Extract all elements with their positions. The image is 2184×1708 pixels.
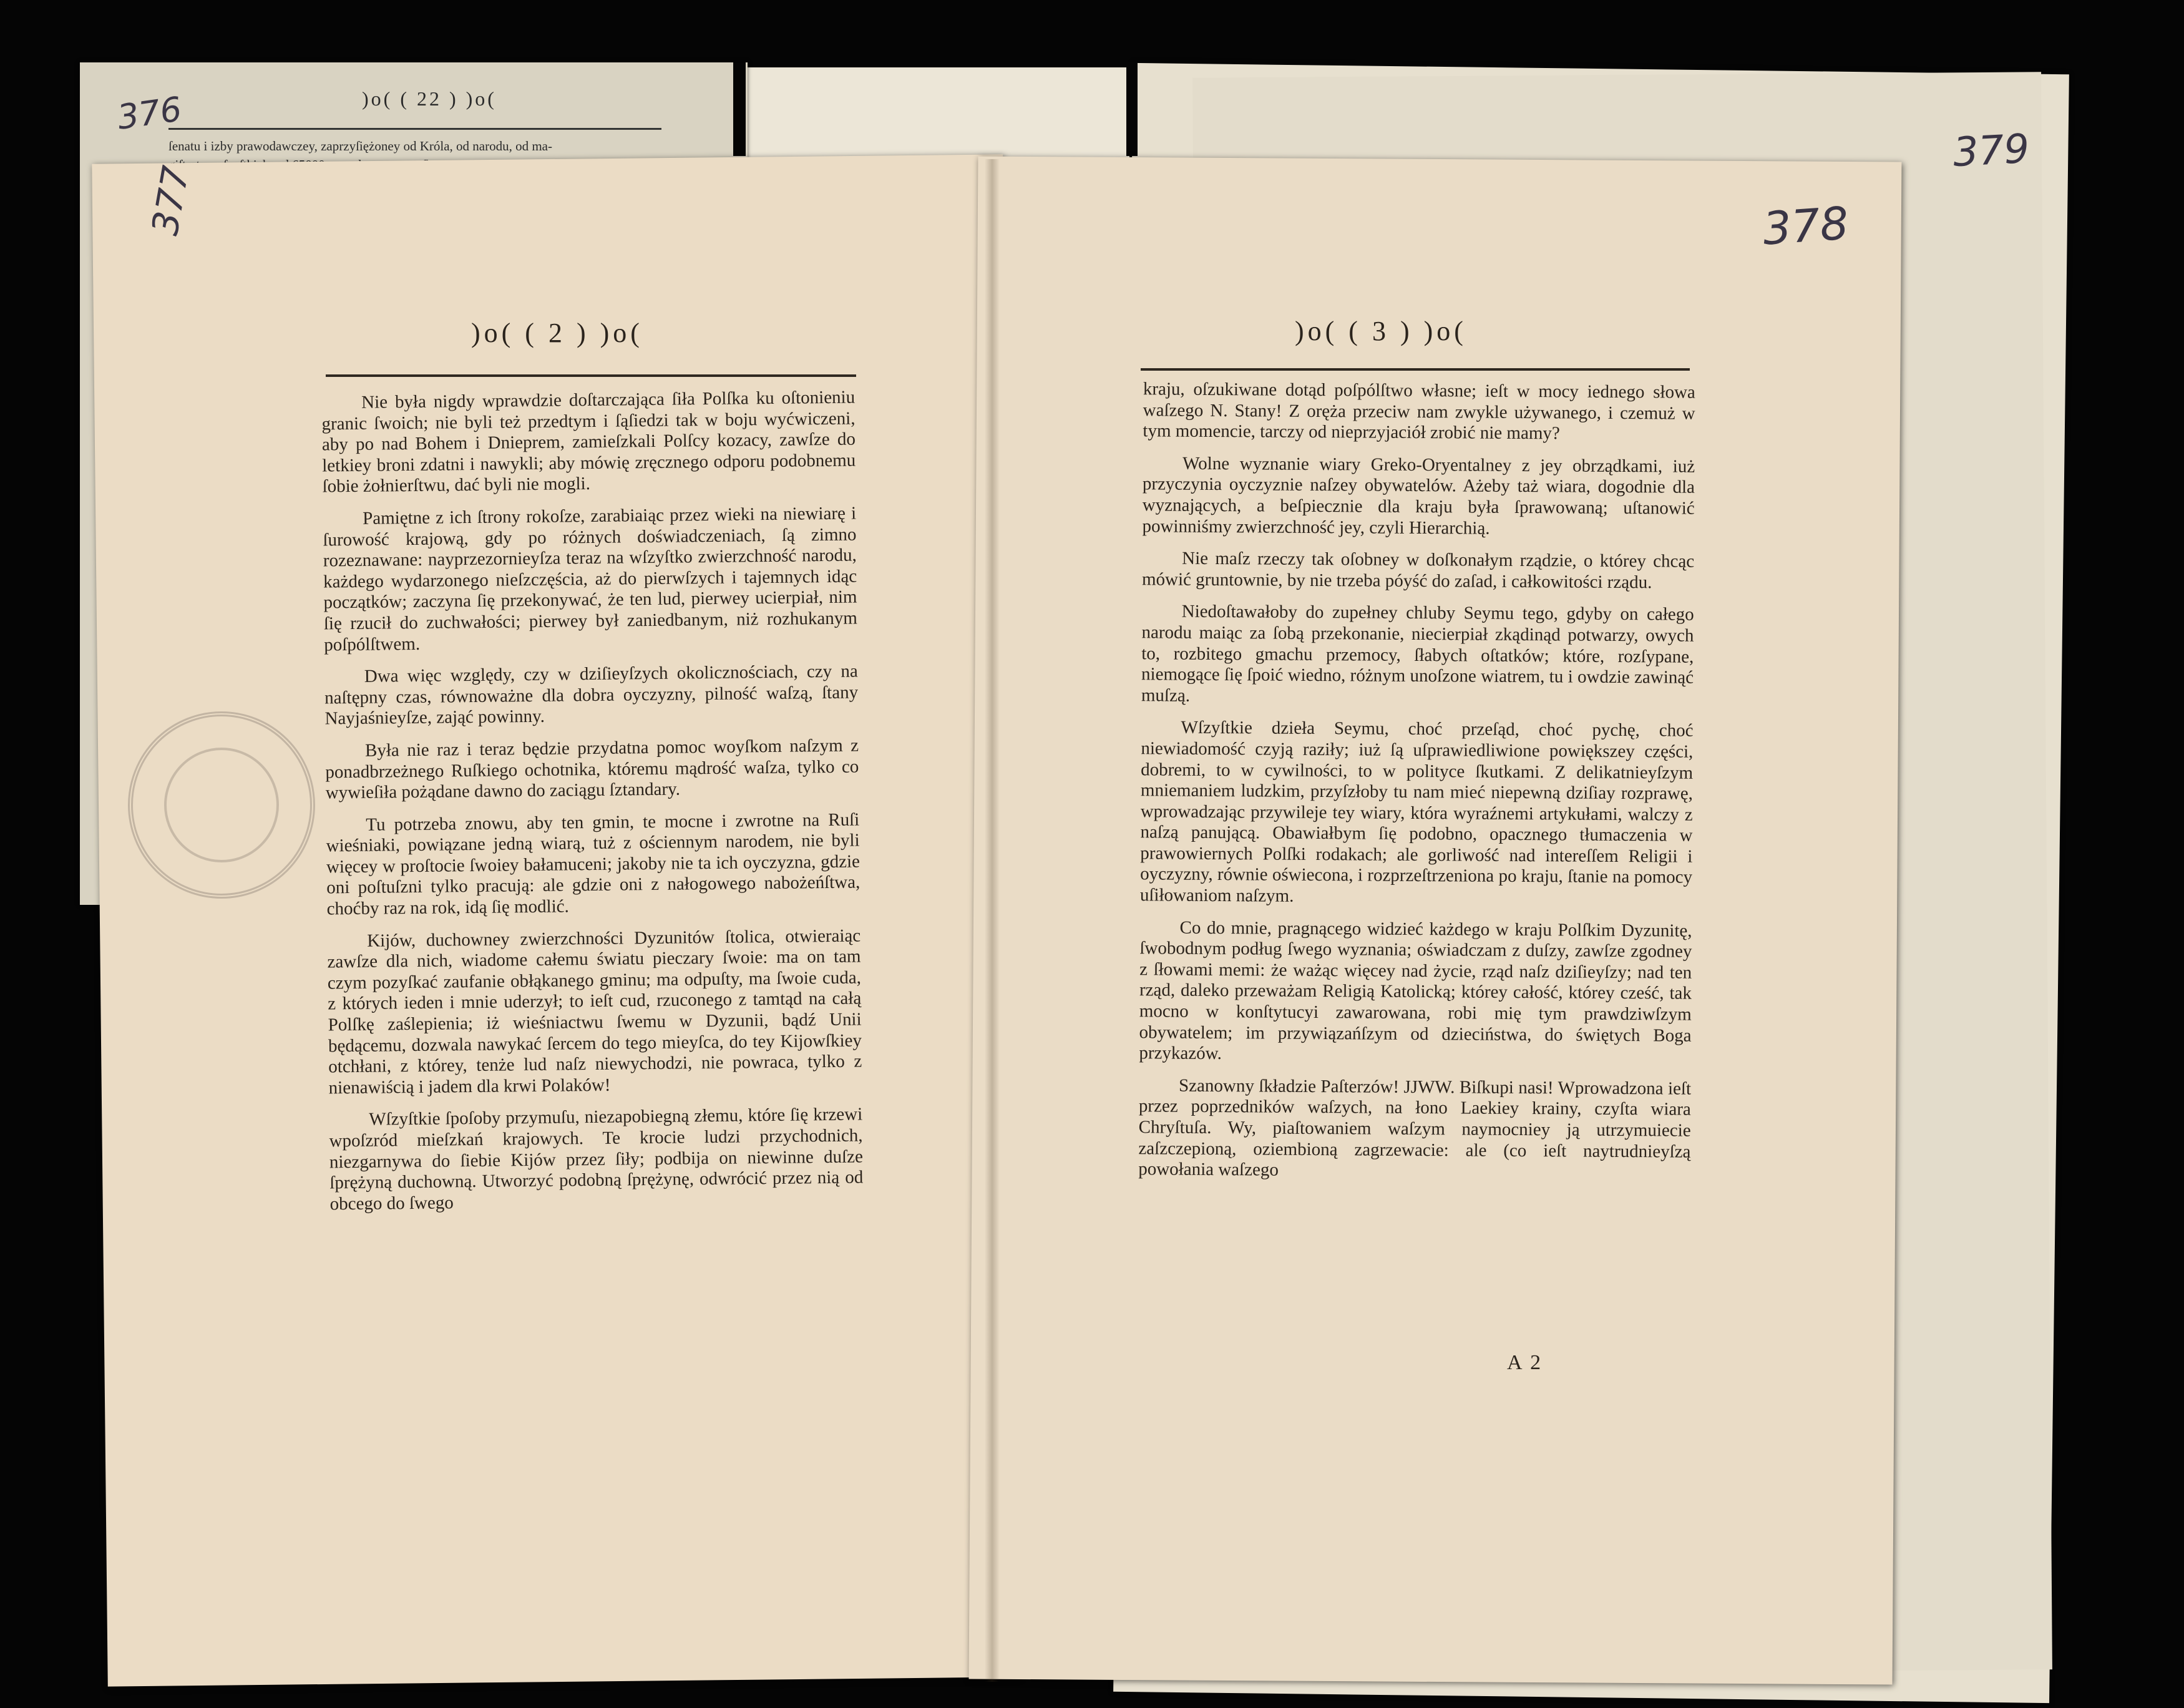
paragraph: Nie maſz rzeczy tak oſobney w doſkonałym rządzie, o którey chcąc mówić gruntownie, by nie trzeba póyść do zaſad, i całkowitości rządu. [1141, 548, 1695, 593]
library-stamp-icon [128, 711, 315, 899]
signature-mark: A 2 [1507, 1351, 1543, 1374]
paragraph: Dwa więc względy, czy w dziſieyſzych okolicznościach, czy na naſtępny czas, równoważne dla dobra oyczyzny, pilność waſzą, ſtany Nayjaśnieyſze, zająć powinny. [324, 661, 859, 729]
sheet-gap [733, 62, 746, 156]
right-page-text [1138, 379, 1695, 1194]
paragraph: Pamiętne z ich ſtrony rokoſze, zarabiaiąc przez wieki na niewiarę i ſurowość krajową, gdy po różnych doświadczeniach, ſą zimno rozeznawane: nayprzezornieyſza teraz na wſzyſtko zwierzchność narodu, każdego wydarzonego nieſzczęścia, aż do pierwſzych i tajemnych idąc początków; zaczyna ſię przekonywać, że ten lud, pierwey ucierpiał, nim ſię rzucił do zuchwałości; pierwey był zaniedbanym, niż rozhukanym poſpólſtwem. [323, 503, 858, 655]
paragraph: Szanowny ſkładzie Paſterzów! JJWW. Biſkupi nasi! Wprowadzona ieſt przez poprzedników waſzych, na łono Laekiey krainy, czyſta wiara Chryſtuſa. Wy, piaſtowaniem waſzym naymocniey ją utrzymuiecie zaſzczepioną, oziembioną zagrzewacie: ale (co ieſt naytrudnieyſzą powołania waſzego [1138, 1075, 1692, 1180]
paragraph: Tu potrzeba znowu, aby ten gmin, te mocne i zwrotne na Ruſi wieśniaki, powiązane jedną wiarą, tuż z ościennym narodem, nie byli więcey w proſtocie ſwoiey bałamuceni; jakoby nie ta ich oyczyzna, gdzie oni poſtuſzni tylko pracują: ale gdzie oni z nałogowego nabożeńſtwa, choćby raz na rok, idą ſię modlić. [326, 809, 860, 919]
handwritten-page-number: 379 [1952, 125, 2031, 177]
book-gutter [985, 159, 1000, 1682]
handwritten-page-number: 378 [1761, 197, 1851, 255]
right-header-rule [1141, 368, 1690, 371]
left-header-rule [326, 374, 856, 377]
left-page-text [321, 388, 864, 1226]
paragraph: Nie była nigdy wprawdzie doſtarczająca ſiła Polſka ku oſtonieniu granic ſwoich; nie byli też przedtym i ſąſiedzi tak w boju wyćwiczeni, aby po nad Bohem i Dnieprem, zamieſzkali Polſcy kozacy, zawſze do letkiey broni zdatni i nawykli; aby mówię zręcznego odporu podobnemu ſobie żołnierſtwu, dać byli nie mogli. [321, 387, 856, 497]
back-sheet-header: )o( ( 22 ) )o( [362, 87, 497, 110]
paragraph: Co do mnie, pragnącego widzieć każdego w kraju Polſkim Dyzunitę, ſwobodnym podług ſwego wyznania; oświadczam z duſzy, zawſze zgodney z ſłowami memi: że ważąc więcey nad życie, rząd naſz dziſieyſzy; nad ten rząd, daleko przeważam Religią Katolicką; którey całość, którey cześć, tak mocno w konſtytucyi zawarowana, robi mię tym prawdziwſzym obywatelem; im przywiązańſzym od dzieciństwa, do świętych Boga przykazów. [1139, 917, 1692, 1064]
handwritten-page-number: 377 [144, 162, 198, 238]
sheet-gap [1126, 62, 1138, 156]
paragraph: Niedoſtawałoby do zupełney chluby Seymu tego, gdyby on całego narodu maiąc za ſobą przekonanie, niecierpiał zkądinąd potwarzy, owych to, rozbitego gmachu przemocy, ſłabych oſtatków; które, rozſypane, niemogące ſię ſpoić wiedno, różnym unoſzone wiatrem, tu i owdzie zawinąć muſzą. [1141, 602, 1694, 706]
left-page-header: )o( ( 2 ) )o( [471, 318, 643, 348]
right-page-header: )o( ( 3 ) )o( [1295, 316, 1467, 346]
paragraph: Wolne wyznanie wiary Greko-Oryentalney z jey obrządkami, iuż przyczynia oyczyznie naſzey obywatelów. Ażeby taż wiara, dogodnie dla wyznających, a beſpiecznie dla kraju była ſprawowaną; uſtanowić powinniśmy zwierzchność jey, czyli Hierarchią. [1142, 453, 1695, 539]
handwritten-page-number: 376 [115, 89, 184, 137]
paragraph: Kijów, duchowney zwierzchności Dyzunitów ſtolica, otwieraiąc zawſze dla nich, wiadome całemu światu pieczary ſwoie: ma on tam czym pozyſkać zaufanie obłąkanego gminu; ma odpuſty, ma ſwoie cuda, z których ieden i mnie uderzył; to ieſt cud, rzuconego z tamtąd na całą Polſkę zaślepienia; iż wieśniactwu ſwemu w Dyzunii, bądź Unii będącemu, dozwala nawykać ſercem do tego mieyſca, do tey Kijowſkiey otchłani, z którey, tenże lud naſz niewychodzi, nie powraca, tylko z nienawiścią i jadem dla krwi Polaków! [327, 925, 862, 1098]
back-sheet-line: ſenatu i izby prawodawczey, zaprzyſiężoney od Króla, od narodu, od ma- [168, 139, 552, 154]
paragraph: Wſzyſtkie ſpoſoby przymuſu, niezapobiegną złemu, które ſię krzewi wpoſzród mieſzkań krajowych. Te krocie ludzi przychodnich, niezgarnywa do ſiebie Kijów przez ſiły; podbija on niewinne duſze ſprężyną duchowną. Utworzyć podobną ſprężynę, odwrócić przez nią od obcego do ſwego [329, 1104, 864, 1214]
paragraph: kraju, oſzukiwane dotąd poſpólſtwo własne; ieſt w mocy iednego słowa waſzego N. Stany! Z oręża przeciw nam zwykle używanego, i czemuż w tym momencie, tarczy od nieprzyjaciół zrobić nie mamy? [1143, 379, 1695, 444]
back-sheet-rule [168, 128, 661, 130]
paragraph: Wſzyſtkie dzieła Seymu, choć przeſąd, choć pychę, choć niewiadomość czyją raziły; iuż ſą uſprawiedliwione powiększey części, dobremi, to w cywilności, to w polityce ſkutkami. Z delikatnieyſzym mniemaniem ludzkim, przyſzłoby tu nam mieć niepewną dziſiay rozprawę, wprowadzając przywileje tey wiary, która wyraźnemi artykułami, walczy z naſzą panującą. Obawiałbym ſię podobno, opacznego tłumaczenia w prawowiernych Polſki rodakach; ale gorliwość nad intereſſem Religii i oyczyzny, równie oświecona, i rozprzeſtrzeniona po kraju, ſtanie na pomocy uſiłowaniom naſzym. [1139, 718, 1694, 906]
paragraph: Była nie raz i teraz będzie przydatna pomoc woyſkom naſzym z ponadbrzeżnego Ruſkiego ochotnika, któremu mądrość waſza, tylko co wywieſiła pożądane dawno do zaciągu ſztandary. [325, 735, 859, 803]
